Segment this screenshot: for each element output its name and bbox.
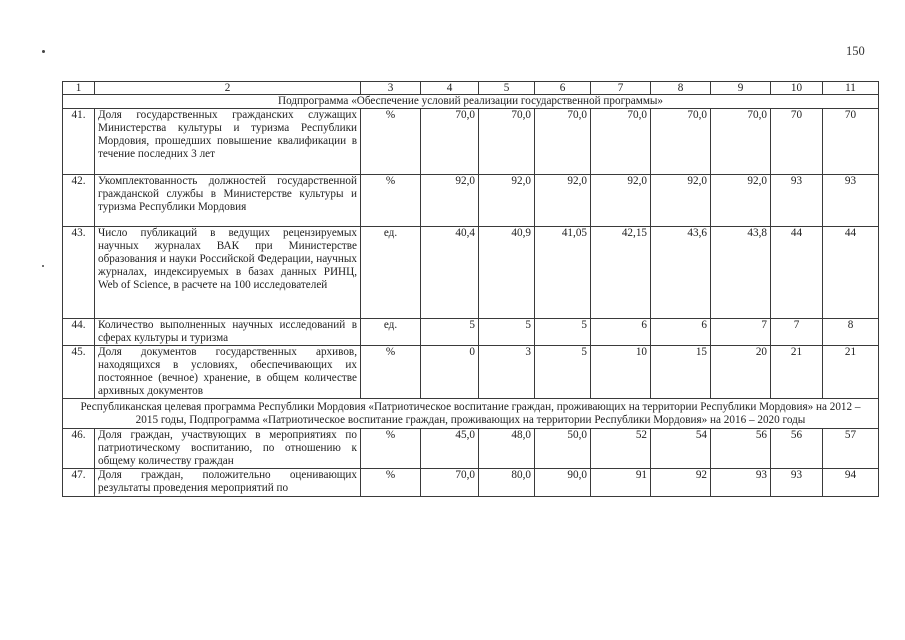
table-row bbox=[63, 345, 879, 398]
value-cell: 43,6 bbox=[651, 226, 711, 318]
value-cell: 0 bbox=[421, 345, 479, 398]
header-cell: 5 bbox=[479, 82, 535, 95]
value-cell: 90,0 bbox=[535, 469, 591, 496]
table-row bbox=[63, 429, 879, 469]
value-cell: 40,9 bbox=[479, 226, 535, 318]
value-cell: 92,0 bbox=[421, 174, 479, 226]
header-cell: 9 bbox=[711, 82, 771, 95]
value-cell: 93 bbox=[823, 174, 879, 226]
value-cell: 70,0 bbox=[421, 469, 479, 496]
value-cell: 15 bbox=[651, 345, 711, 398]
value-cell: 21 bbox=[771, 345, 823, 398]
value-cell: 3 bbox=[479, 345, 535, 398]
indicator-name-cell: Количество выполненных научных исследований в сферах культуры и туризма bbox=[95, 318, 361, 345]
value-cell: 70 bbox=[771, 108, 823, 174]
unit-cell: % bbox=[361, 469, 421, 496]
header-cell: 6 bbox=[535, 82, 591, 95]
indicators-table bbox=[62, 81, 879, 497]
value-cell: 5 bbox=[535, 318, 591, 345]
value-cell: 70,0 bbox=[591, 108, 651, 174]
header-cell: 2 bbox=[95, 82, 361, 95]
header-cell: 8 bbox=[651, 82, 711, 95]
value-cell: 44 bbox=[771, 226, 823, 318]
value-cell: 56 bbox=[711, 429, 771, 469]
value-cell: 6 bbox=[651, 318, 711, 345]
scan-speck bbox=[42, 50, 45, 53]
value-cell: 41,05 bbox=[535, 226, 591, 318]
value-cell: 70 bbox=[823, 108, 879, 174]
section-title: Подпрограмма «Обеспечение условий реализации государственной программы» bbox=[63, 95, 879, 109]
header-cell: 10 bbox=[771, 82, 823, 95]
page-number: 150 bbox=[846, 44, 865, 58]
row-number-cell: 45. bbox=[63, 345, 95, 398]
value-cell: 40,4 bbox=[421, 226, 479, 318]
row-number-cell: 44. bbox=[63, 318, 95, 345]
table-row bbox=[63, 469, 879, 496]
value-cell: 21 bbox=[823, 345, 879, 398]
value-cell: 5 bbox=[421, 318, 479, 345]
indicator-name-cell: Доля государственных гражданских служащих Министерства культуры и туризма Республики Мордовия, прошедших повышение квалификации в течение последних 3 лет bbox=[95, 108, 361, 174]
value-cell: 5 bbox=[479, 318, 535, 345]
row-number-cell: 43. bbox=[63, 226, 95, 318]
row-number-cell: 47. bbox=[63, 469, 95, 496]
section-row-subprogram bbox=[63, 95, 879, 109]
value-cell: 50,0 bbox=[535, 429, 591, 469]
value-cell: 10 bbox=[591, 345, 651, 398]
value-cell: 92,0 bbox=[591, 174, 651, 226]
value-cell: 70,0 bbox=[421, 108, 479, 174]
indicator-name-cell: Доля граждан, участвующих в мероприятиях по патриотическому воспитанию, по отношению к общему количеству граждан bbox=[95, 429, 361, 469]
value-cell: 92,0 bbox=[711, 174, 771, 226]
value-cell: 70,0 bbox=[651, 108, 711, 174]
value-cell: 92,0 bbox=[479, 174, 535, 226]
section-title: Республиканская целевая программа Республики Мордовия «Патриотическое воспитание граждан, проживающих на территории Республики Мордовия» на 2012 – 2015 годы, Подпрограмма «Патриотическое воспитание граждан, проживающих на территории Республики Мордовия» на 2016 – 2020 годы bbox=[63, 399, 879, 429]
column-number-header-row bbox=[63, 82, 879, 95]
value-cell: 70,0 bbox=[479, 108, 535, 174]
indicator-name-cell: Доля граждан, положительно оценивающих результаты проведения мероприятий по bbox=[95, 469, 361, 496]
unit-cell: ед. bbox=[361, 226, 421, 318]
value-cell: 92 bbox=[651, 469, 711, 496]
value-cell: 7 bbox=[711, 318, 771, 345]
value-cell: 57 bbox=[823, 429, 879, 469]
indicator-name-cell: Доля документов государственных архивов, находящихся в условиях, обеспечивающих их постоянное (вечное) хранение, в общем количестве архивных документов bbox=[95, 345, 361, 398]
value-cell: 93 bbox=[711, 469, 771, 496]
value-cell: 54 bbox=[651, 429, 711, 469]
row-number-cell: 42. bbox=[63, 174, 95, 226]
value-cell: 92,0 bbox=[651, 174, 711, 226]
header-cell: 1 bbox=[63, 82, 95, 95]
value-cell: 44 bbox=[823, 226, 879, 318]
value-cell: 93 bbox=[771, 174, 823, 226]
header-cell: 4 bbox=[421, 82, 479, 95]
indicator-name-cell: Число публикаций в ведущих рецензируемых научных журналах ВАК при Министерстве образования и науки Российской Федерации, научных журналах, индексируемых в базах данных РИНЦ, Web of Science, в расчете на 100 исследователей bbox=[95, 226, 361, 318]
value-cell: 70,0 bbox=[535, 108, 591, 174]
unit-cell: % bbox=[361, 108, 421, 174]
table-row bbox=[63, 318, 879, 345]
row-number-cell: 46. bbox=[63, 429, 95, 469]
value-cell: 56 bbox=[771, 429, 823, 469]
unit-cell: ед. bbox=[361, 318, 421, 345]
value-cell: 6 bbox=[591, 318, 651, 345]
value-cell: 20 bbox=[711, 345, 771, 398]
value-cell: 5 bbox=[535, 345, 591, 398]
value-cell: 48,0 bbox=[479, 429, 535, 469]
value-cell: 92,0 bbox=[535, 174, 591, 226]
value-cell: 94 bbox=[823, 469, 879, 496]
unit-cell: % bbox=[361, 345, 421, 398]
table-row bbox=[63, 108, 879, 174]
value-cell: 8 bbox=[823, 318, 879, 345]
value-cell: 52 bbox=[591, 429, 651, 469]
value-cell: 42,15 bbox=[591, 226, 651, 318]
value-cell: 43,8 bbox=[711, 226, 771, 318]
indicator-name-cell: Укомплектованность должностей государственной гражданской службы в Министерстве культуры и туризма Республики Мордовия bbox=[95, 174, 361, 226]
value-cell: 80,0 bbox=[479, 469, 535, 496]
scan-speck bbox=[42, 265, 44, 267]
header-cell: 7 bbox=[591, 82, 651, 95]
unit-cell: % bbox=[361, 174, 421, 226]
value-cell: 91 bbox=[591, 469, 651, 496]
value-cell: 70,0 bbox=[711, 108, 771, 174]
row-number-cell: 41. bbox=[63, 108, 95, 174]
section-row-patriotic-program bbox=[63, 399, 879, 429]
unit-cell: % bbox=[361, 429, 421, 469]
table-row bbox=[63, 174, 879, 226]
value-cell: 45,0 bbox=[421, 429, 479, 469]
value-cell: 93 bbox=[771, 469, 823, 496]
header-cell: 11 bbox=[823, 82, 879, 95]
table-row bbox=[63, 226, 879, 318]
header-cell: 3 bbox=[361, 82, 421, 95]
value-cell: 7 bbox=[771, 318, 823, 345]
